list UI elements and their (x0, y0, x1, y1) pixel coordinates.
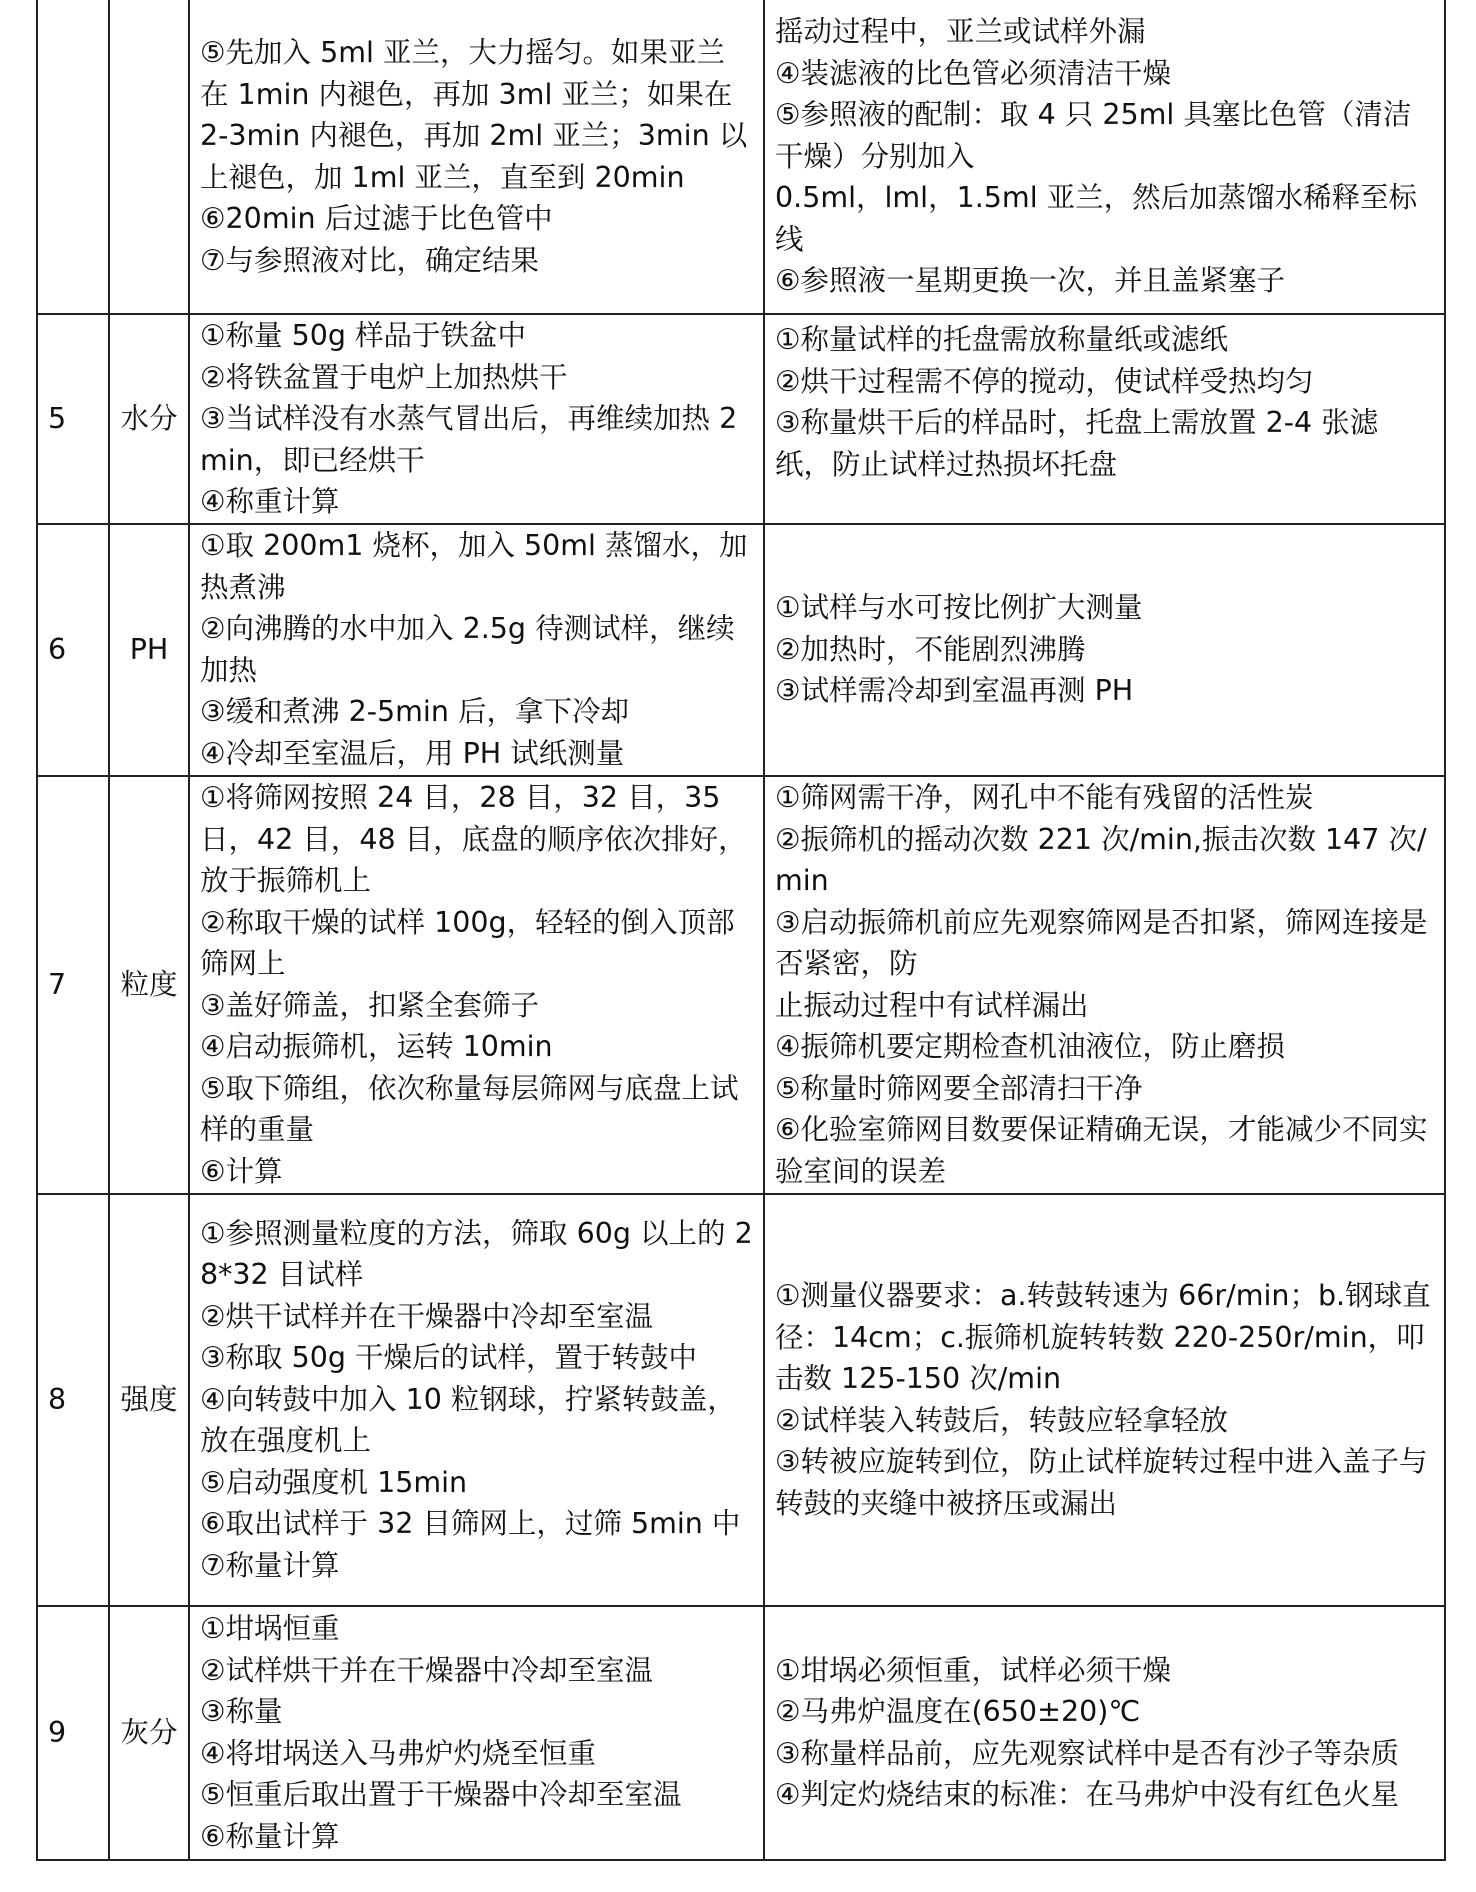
row-number (37, 0, 109, 314)
step-line: ⑤先加入 5ml 亚兰，大力摇匀。如果亚兰在 1min 内褪色，再加 3ml 亚兰；如果在 2-3min 内褪色，再加 2ml 亚兰；3min 以上褪色，加 1ml 亚兰，直至到 20min (200, 36, 748, 194)
operation-steps (189, 314, 764, 524)
table-row (37, 524, 1445, 776)
operation-steps (189, 0, 764, 314)
procedure-table (36, 0, 1446, 1861)
table-row (37, 0, 1445, 314)
row-number: 7 (37, 776, 109, 1194)
step-line: ①取 200m1 烧杯，加入 50ml 蒸馏水，加热煮沸 (200, 529, 748, 604)
note-line: ①测量仪器要求：a.转鼓转速为 66r/min；b.钢球直径：14cm；c.振筛机旋转转数 220-250r/min，叩击数 125-150 次/min (775, 1279, 1431, 1395)
test-item-name: 灰分 (109, 1606, 189, 1860)
operation-steps (189, 776, 764, 1194)
precautions (764, 314, 1445, 524)
note-line: ⑥化验室筛网目数要保证精确无误，才能减少不同实验室间的误差 (775, 1113, 1428, 1188)
step-line: ⑦称量计算 (200, 1548, 340, 1582)
note-line: ③试样需冷却到室温再测 PH (775, 674, 1134, 708)
step-line: ⑥称量计算 (200, 1819, 340, 1853)
step-line: ③称取 50g 干燥后的试样，置于转鼓中 (200, 1341, 698, 1375)
test-item-name (109, 0, 189, 314)
step-line: ⑤恒重后取出置于干燥器中冷却至室温 (200, 1778, 682, 1811)
step-line: ①坩埚恒重 (200, 1612, 340, 1645)
step-line: ②称取干燥的试样 100g，轻轻的倒入顶部筛网上 (200, 905, 735, 980)
note-line: ⑤称量时筛网要全部清扫干净 (775, 1071, 1143, 1105)
step-line: ④将坩埚送入马弗炉灼烧至恒重 (200, 1736, 597, 1770)
step-line: ⑤取下筛组，依次称量每层筛网与底盘上试样的重量 (200, 1071, 739, 1146)
step-line: ①参照测量粒度的方法，筛取 60g 以上的 28*32 目试样 (200, 1216, 753, 1292)
precautions (764, 524, 1445, 776)
step-line: ②向沸腾的水中加入 2.5g 待测试样，继续加热 (200, 612, 735, 687)
step-line: ④向转鼓中加入 10 粒钢球，拧紧转鼓盖，放在强度机上 (200, 1382, 736, 1458)
step-line: ⑥计算 (200, 1154, 283, 1188)
note-line: ④装滤液的比色管必须清洁干燥 (775, 56, 1172, 90)
note-line: ②烘干过程需不停的搅动，使试样受热均匀 (775, 364, 1314, 398)
step-line: ⑤启动强度机 15min (200, 1465, 468, 1499)
note-line: ⑥参照液一星期更换一次，并且盖紧塞子 (775, 264, 1286, 298)
table-row (37, 776, 1445, 1194)
precautions (764, 776, 1445, 1194)
precautions (764, 1194, 1445, 1606)
note-line: ④判定灼烧结束的标准：在马弗炉中没有红色火星 (775, 1778, 1400, 1811)
note-line: ①称量试样的托盘需放称量纸或滤纸 (775, 323, 1229, 356)
table-row (37, 1606, 1445, 1860)
step-line: ④启动振筛机，运转 10min (200, 1030, 553, 1063)
step-line: ②烘干试样并在干燥器中冷却至室温 (200, 1299, 654, 1333)
operation-steps (189, 524, 764, 776)
step-line: ③盖好筛盖，扣紧全套筛子 (200, 988, 540, 1022)
step-line: ②将铁盆置于电炉上加热烘干 (200, 360, 568, 394)
operation-steps (189, 1194, 764, 1606)
note-line: ①坩埚必须恒重，试样必须干燥 (775, 1653, 1172, 1687)
step-line: ①称量 50g 样品于铁盆中 (200, 319, 527, 352)
test-item-name: 水分 (109, 314, 189, 524)
note-line: 摇动过程中，亚兰或试样外漏 (775, 15, 1146, 49)
step-line: ⑥取出试样于 32 目筛网上，过筛 5min 中 (200, 1507, 741, 1541)
table-row (37, 1194, 1445, 1606)
step-line: ③缓和煮沸 2-5min 后，拿下冷却 (200, 695, 629, 728)
step-line: ③当试样没有水蒸气冒出后，再维续加热 2min，即已经烘干 (200, 402, 738, 477)
operation-steps (189, 1606, 764, 1860)
precautions (764, 1606, 1445, 1860)
note-line: ②试样装入转鼓后，转鼓应轻拿轻放 (775, 1403, 1229, 1437)
step-line: ④称重计算 (200, 485, 340, 518)
step-line: ③称量 (200, 1695, 283, 1728)
test-item-name: PH (109, 524, 189, 776)
step-line: ⑦与参照液对比，确定结果 (200, 243, 540, 277)
note-line: ②加热时，不能剧烈沸腾 (775, 632, 1086, 666)
row-number: 8 (37, 1194, 109, 1606)
note-line: 止振动过程中有试样漏出 (775, 988, 1089, 1022)
note-line: 0.5ml，lml，1.5ml 亚兰，然后加蒸馏水稀释至标线 (775, 181, 1418, 256)
note-line: ③称量样品前，应先观察试样中是否有沙子等杂质 (775, 1736, 1400, 1770)
note-line: ⑤参照液的配制：取 4 只 25ml 具塞比色管（清洁干燥）分别加入 (775, 98, 1412, 173)
note-line: ③启动振筛机前应先观察筛网是否扣紧，筛网连接是否紧密，防 (775, 905, 1428, 980)
note-line: ④振筛机要定期检查机油液位，防止磨损 (775, 1030, 1286, 1063)
row-number: 6 (37, 524, 109, 776)
table-row (37, 314, 1445, 524)
note-line: ③称量烘干后的样品时，托盘上需放置 2-4 张滤纸，防止试样过热损坏托盘 (775, 406, 1379, 481)
step-line: ④冷却至室温后，用 PH 试纸测量 (200, 736, 625, 770)
note-line: ②振筛机的摇动次数 221 次/min,振击次数 147 次/min (775, 822, 1427, 897)
row-number: 9 (37, 1606, 109, 1860)
step-line: ①将筛网按照 24 目，28 目，32 目，35 日，42 目，48 目，底盘的顺序依次排好，放于振筛机上 (200, 781, 747, 897)
test-item-name: 强度 (109, 1194, 189, 1606)
test-item-name: 粒度 (109, 776, 189, 1194)
note-line: ③转被应旋转到位，防止试样旋转过程中进入盖子与转鼓的夹缝中被挤压或漏出 (775, 1445, 1428, 1520)
note-line: ②马弗炉温度在(650±20)℃ (775, 1695, 1141, 1728)
note-line: ①试样与水可按比例扩大测量 (775, 591, 1143, 625)
note-line: ①筛网需干净，网孔中不能有残留的活性炭 (775, 781, 1314, 814)
step-line: ⑥20min 后过滤于比色管中 (200, 202, 553, 235)
row-number: 5 (37, 314, 109, 524)
step-line: ②试样烘干并在干燥器中冷却至室温 (200, 1653, 654, 1687)
precautions (764, 0, 1445, 314)
